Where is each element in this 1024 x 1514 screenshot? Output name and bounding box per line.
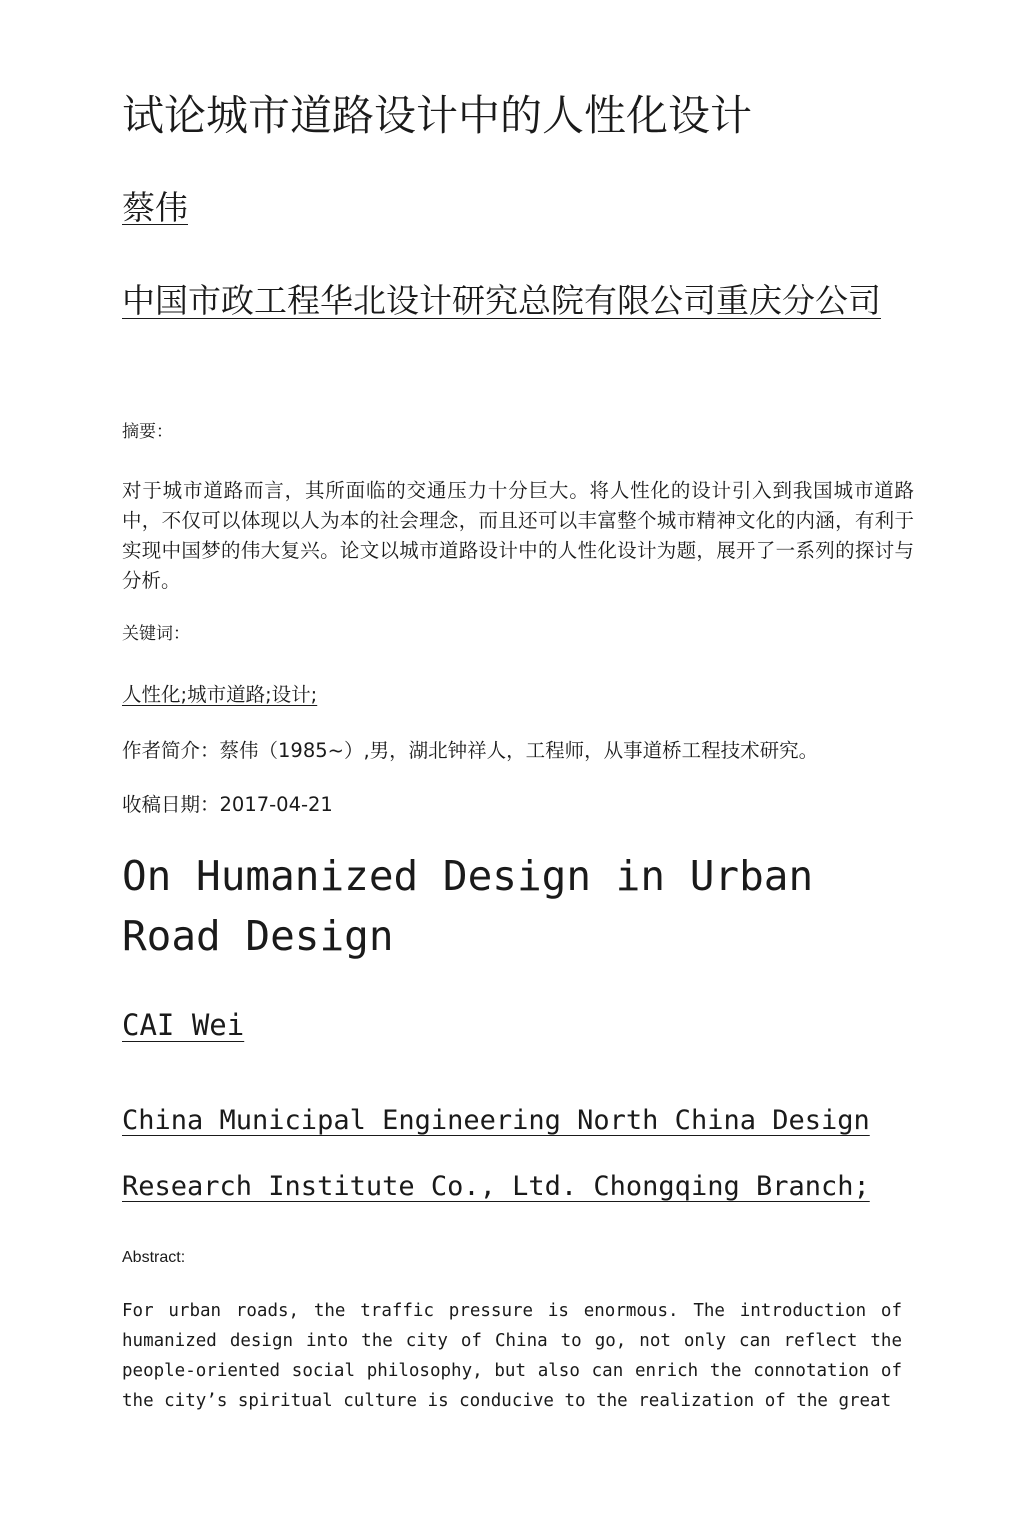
chinese-title: 试论城市道路设计中的人性化设计	[122, 91, 753, 140]
english-abstract-text: For urban roads, the traffic pressure is enormous. The introduction of humanized design into the city of China to go, not only can reflect the people-oriented social philosophy, but also can enrich the connotation of the city’s spiritual culture is conducive to the realization of the great	[122, 1301, 902, 1411]
english-title: On Humanized Design in Urban Road Design	[122, 852, 814, 960]
chinese-keywords-link[interactable]: 人性化;城市道路;设计;	[122, 683, 318, 706]
author-bio: 作者简介：蔡伟（1985~）,男，湖北钟祥人，工程师，从事道桥工程技术研究。	[122, 739, 819, 762]
english-affiliation-link[interactable]: China Municipal Engineering North China Design Research Institute Co., Ltd. Chongqing Branch;	[122, 1105, 870, 1202]
chinese-keywords-label: 关键词：	[122, 624, 190, 644]
english-abstract-label: Abstract:	[122, 1249, 186, 1266]
english-author-link[interactable]: CAI Wei	[122, 1008, 245, 1042]
chinese-abstract-label: 摘要：	[122, 422, 173, 442]
chinese-author-link[interactable]: 蔡伟	[122, 188, 188, 227]
received-date: 收稿日期：2017-04-21	[122, 793, 333, 816]
chinese-abstract-text: 对于城市道路而言，其所面临的交通压力十分巨大。将人性化的设计引入到我国城市道路中，不仅可以体现以人为本的社会理念，而且还可以丰富整个城市精神文化的内涵，有利于实现中国梦的伟大复兴。论文以城市道路设计中的人性化设计为题，展开了一系列的探讨与分析。	[122, 479, 914, 592]
chinese-affiliation-link[interactable]: 中国市政工程华北设计研究总院有限公司重庆分公司	[122, 281, 881, 320]
